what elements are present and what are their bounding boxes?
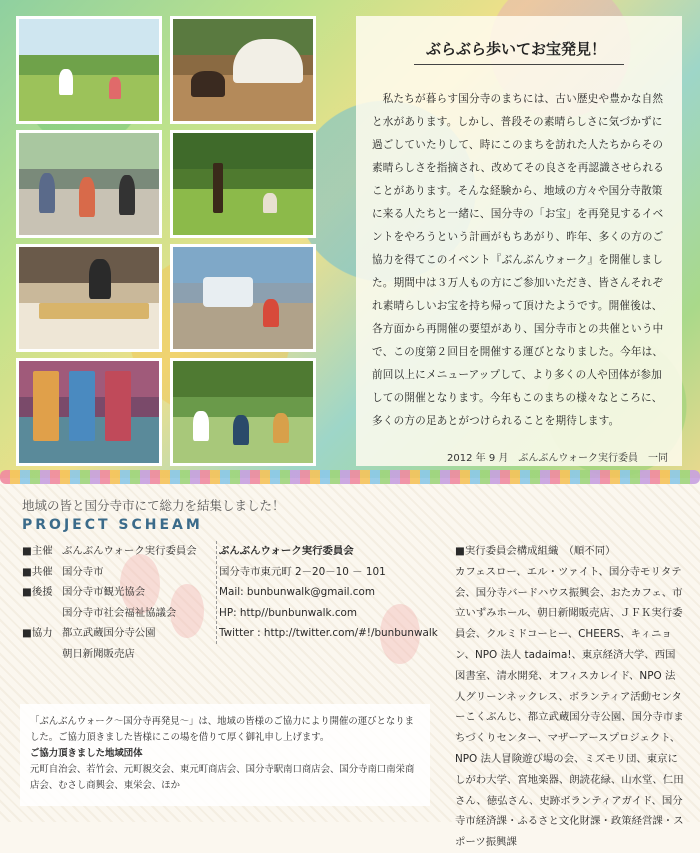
organizer-row: 朝日新聞販売店 <box>62 647 135 660</box>
intro-panel <box>356 16 682 466</box>
contact-mail[interactable]: Mail: bunbunwalk@gmail.com <box>219 586 375 598</box>
decorative-border <box>0 470 700 484</box>
contact-address: 国分寺市東元町 2－20－10 － 101 <box>219 565 386 578</box>
committee-heading: ■実行委員会構成組織 （順不同） <box>455 545 616 557</box>
thanks-heading: ご協力頂きました地域団体 <box>30 748 143 759</box>
photo-market-stall <box>16 244 162 352</box>
contact-homepage[interactable]: HP: http//bunbunwalk.com <box>219 606 358 619</box>
photo-park-trees <box>170 130 316 238</box>
organizer-row: ■主催 ぶんぶんウォーク実行委員会 <box>22 545 197 557</box>
project-scheme-section <box>0 484 700 849</box>
organizer-row: ■後援 国分寺市観光協会 <box>22 586 146 598</box>
contact-info <box>216 541 446 644</box>
title-underline <box>414 64 624 65</box>
photo-horse-carriage <box>170 16 316 124</box>
contact-twitter[interactable]: Twitter : http://twitter.com/#!/bunbunwalk <box>219 627 438 639</box>
panel-signature: 2012 年 9 月 ぶんぶんウォーク実行委員 一同 <box>447 453 668 464</box>
photo-park-picnic <box>16 16 162 124</box>
contact-heading: ぶんぶんウォーク実行委員会 <box>219 545 354 557</box>
photo-crowd-walk <box>16 130 162 238</box>
organizer-row: ■共催 国分寺市 <box>22 565 104 578</box>
organizer-row: ■協力 都立武蔵国分寺公園 <box>22 627 156 639</box>
committee-body: カフェスロー、エル・ツァイト、国分寺モリタテ会、国分寺バードハウス振興会、おたカフェ、市立いずみホール、朝日新聞販売店、ＪＦＫ実行委員会、クルミドコーヒー、CHEERS、キィニョン、NPO 法人 tadaima!、東京経済大学、西国図書室、清水開発、オフィスカレイド、NPO 法人グリーンネックレス、ボランティア活動センターこくぶんじ、都立武蔵国分寺公園、国分寺市まちづくりセンター、マザーアースプロジェクト、NPO 法人冒険遊び場の会、ミズモリ団、東京にしがわ大学、宮地楽器、朗読花緑、山水堂、仁田さん、徳弘さん、史跡ボランティアガイド、国分寺市経済課・ふるさと文化財課・政策経営課・スポーツ振興課 <box>455 565 684 849</box>
organizer-row: 国分寺市社会福祉協議会 <box>62 606 177 619</box>
photo-gathering <box>170 358 316 466</box>
committee-members <box>455 541 685 853</box>
photo-textile-shop <box>16 358 162 466</box>
thanks-note <box>20 704 430 806</box>
panel-title: ぶらぶら歩いてお宝発見！ <box>426 40 607 58</box>
slogan: 地域の皆と国分寺市にて総力を結集しました！ <box>22 498 285 513</box>
project-title: PROJECT SCHEAM <box>22 517 203 533</box>
thanks-text: 「ぶんぶんウォーク～国分寺再発見～」は、地域の皆様のご協力により開催の運びとなりました。ご協力頂きました皆様にこの場を借りて厚く御礼申し上げます。 <box>30 716 415 743</box>
organizers-list <box>22 541 197 664</box>
photo-outdoor-stalls <box>170 244 316 352</box>
thanks-orgs: 元町自治会、若竹会、元町親交会、東元町商店会、国分寺駅南口商店会、国分寺南口南栄商店会、むさし商興会、東栄会、ほか <box>30 764 415 791</box>
panel-body: 私たちが暮らす国分寺のまちには、古い歴史や豊かな自然と水があります。しかし、普段その素晴らしさに気づかずに過ごしていたりして、時にこのまちを訪れた人たちからその素晴らしさを指摘され、改めてその良さを再認識させられることがあります。そんな経験から、地域の方々や国分寺散策に来る人たちと一緒に、国分寺の「お宝」を再発見するイベントをやろうという計画がもちあがり、昨年、多くの方のご協力を得てこのイベント『ぶんぶんウォーク』を開催しました。期間中は３万人もの方にご参加いただき、皆さんそれぞれ素晴らしいお宝を持ち帰って頂けたようです。開催後は、各方面から再開催の要望があり、国分寺市との共催という中で、この度第２回目を開催する運びとなりました。今年は、前回以上にメニューアップして、より多くの人や団体が参加しての開催となります。今年もこのまちの様々なところに、多くの方の足あとがつけられることを期待します。 <box>372 93 665 427</box>
